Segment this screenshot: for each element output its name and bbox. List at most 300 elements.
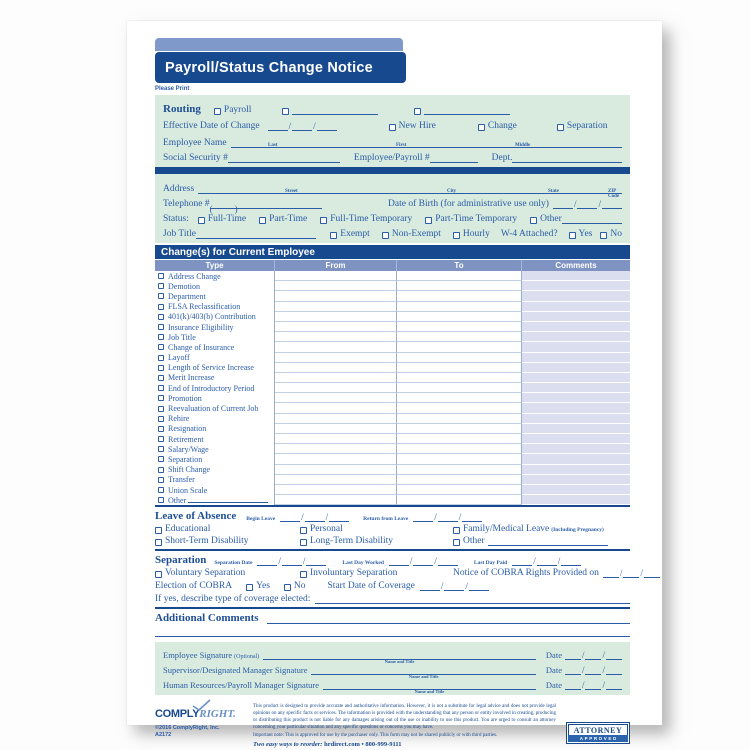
- comments-cell[interactable]: [522, 383, 630, 393]
- short-term-checkbox[interactable]: [155, 539, 162, 546]
- to-cell[interactable]: [397, 353, 522, 363]
- table-row: [155, 465, 630, 475]
- comments-cell[interactable]: [522, 444, 630, 454]
- employee-signature-line[interactable]: [263, 651, 536, 665]
- date-separator: /: [434, 512, 437, 523]
- date-separator: /: [301, 512, 304, 523]
- status-other-checkbox[interactable]: [530, 217, 537, 224]
- date-blank[interactable]: [317, 122, 337, 131]
- date-blank[interactable]: [606, 666, 622, 675]
- reorder-prefix: Two easy ways to reorder:: [253, 741, 323, 749]
- routing-other2-blank[interactable]: [424, 105, 510, 115]
- date-blank[interactable]: [438, 557, 458, 566]
- date-separator: /: [598, 199, 601, 209]
- changes-section-title: Change(s) for Current Employee: [161, 246, 315, 258]
- table-row: [155, 414, 630, 424]
- from-cell[interactable]: [275, 373, 397, 383]
- supervisor-signature-date-field: [565, 665, 622, 675]
- coverage-start-label: Start Date of Coverage: [327, 581, 415, 592]
- to-cell[interactable]: [397, 393, 522, 403]
- from-cell[interactable]: [275, 465, 397, 475]
- comments-cell[interactable]: [522, 353, 630, 363]
- date-separator: /: [581, 650, 585, 661]
- row-label: Insurance Eligibility: [168, 322, 234, 332]
- row-label: Length of Service Increase: [168, 363, 254, 373]
- long-term-checkbox[interactable]: [300, 539, 307, 546]
- change-label: Change: [487, 121, 517, 131]
- from-cell[interactable]: [275, 332, 397, 342]
- date-blank[interactable]: [623, 569, 639, 578]
- name-sublabel-first: First: [396, 143, 407, 148]
- row-label: Retirement: [168, 434, 204, 444]
- to-cell[interactable]: [397, 363, 522, 373]
- to-cell[interactable]: [397, 312, 522, 322]
- form-page: [127, 21, 662, 749]
- last-day-worked-field: [389, 556, 458, 566]
- date-separator: /: [465, 581, 468, 592]
- date-separator: /: [458, 512, 462, 523]
- date-separator: /: [557, 556, 561, 567]
- name-title-sublabel: Name and Title: [414, 689, 445, 695]
- separation-section: [155, 551, 643, 607]
- personal-label: Personal: [310, 524, 343, 535]
- to-cell[interactable]: [397, 302, 522, 312]
- separation-date-field: [257, 556, 326, 566]
- phone-open-paren: (: [209, 204, 213, 214]
- exempt-label: Exempt: [340, 229, 370, 239]
- badge-approved-text: APPROVED: [568, 735, 628, 742]
- cobra-no-label: No: [293, 581, 306, 592]
- row-checkbox[interactable]: [158, 324, 164, 330]
- voluntary-checkbox[interactable]: [155, 571, 162, 578]
- dept-label: Dept.: [491, 153, 513, 163]
- logo-swoosh-icon: [191, 699, 211, 711]
- from-cell[interactable]: [275, 342, 397, 352]
- date-blank[interactable]: [329, 513, 349, 522]
- row-label: Salary/Wage: [168, 444, 209, 454]
- dept-blank[interactable]: [512, 153, 622, 163]
- name-sublabel-middle: Middle: [515, 143, 531, 148]
- row-label: Change of Insurance: [168, 342, 235, 352]
- from-cell[interactable]: [275, 424, 397, 434]
- comments-cell[interactable]: [522, 291, 630, 301]
- personal-checkbox[interactable]: [300, 527, 307, 534]
- table-row: [155, 373, 630, 383]
- row-checkbox[interactable]: [158, 293, 164, 299]
- to-cell[interactable]: [397, 444, 522, 454]
- date-blank[interactable]: [585, 666, 601, 675]
- date-separator: /: [302, 556, 306, 567]
- hr-signature-label: Human Resources/Payroll Manager Signature: [163, 680, 320, 691]
- date-blank[interactable]: [282, 557, 302, 566]
- date-blank[interactable]: [280, 513, 300, 522]
- from-cell[interactable]: [275, 485, 397, 495]
- row-checkbox[interactable]: [158, 375, 164, 381]
- date-separator: /: [602, 680, 605, 691]
- from-cell[interactable]: [275, 454, 397, 464]
- routing-other2-checkbox[interactable]: [414, 108, 421, 115]
- part-time-temp-checkbox[interactable]: [425, 217, 432, 224]
- row-checkbox[interactable]: [158, 304, 164, 310]
- comments-cell[interactable]: [522, 281, 630, 291]
- date-blank[interactable]: [644, 569, 660, 578]
- date-separator: /: [581, 665, 585, 676]
- to-cell[interactable]: [397, 332, 522, 342]
- to-cell[interactable]: [397, 475, 522, 485]
- date-blank[interactable]: [413, 557, 433, 566]
- comments-cell[interactable]: [522, 342, 630, 352]
- hourly-label: Hourly: [462, 229, 490, 239]
- comments-cell[interactable]: [522, 424, 630, 434]
- from-cell[interactable]: [275, 393, 397, 403]
- to-cell[interactable]: [397, 495, 522, 505]
- table-row: [155, 353, 630, 363]
- exempt-checkbox[interactable]: [330, 232, 337, 239]
- w4-yes-checkbox[interactable]: [569, 232, 576, 239]
- cobra-notice-label: Notice of COBRA Rights Provided on: [453, 568, 599, 579]
- ssn-blank[interactable]: [228, 153, 340, 163]
- separation-date-label: Separation Date: [214, 560, 253, 567]
- comments-cell[interactable]: [522, 322, 630, 332]
- begin-leave-label: Begin Leave: [246, 516, 276, 523]
- cobra-election-label: Election of COBRA: [155, 581, 233, 592]
- from-cell[interactable]: [275, 322, 397, 332]
- involuntary-checkbox[interactable]: [300, 571, 307, 578]
- comments-cell[interactable]: [522, 485, 630, 495]
- from-cell[interactable]: [275, 281, 397, 291]
- supervisor-signature-label: Supervisor/Designated Manager Signature: [163, 665, 308, 676]
- leave-other-checkbox[interactable]: [453, 539, 460, 546]
- routing-other1-checkbox[interactable]: [282, 108, 289, 115]
- contact-section: [155, 174, 630, 243]
- comments-cell[interactable]: [522, 393, 630, 403]
- section-divider-bar: [155, 167, 630, 174]
- comments-section: [155, 609, 630, 640]
- to-cell[interactable]: [397, 485, 522, 495]
- from-cell[interactable]: [275, 403, 397, 413]
- date-separator: /: [434, 556, 437, 567]
- separation-label: Separation: [566, 121, 608, 131]
- separation-checkbox[interactable]: [557, 124, 564, 131]
- to-cell[interactable]: [397, 414, 522, 424]
- row-checkbox[interactable]: [158, 497, 164, 503]
- routing-section: [155, 95, 630, 167]
- family-medical-note: (Including Pregnancy): [551, 527, 604, 534]
- routing-payroll-label: Payroll: [223, 105, 252, 115]
- to-cell[interactable]: [397, 271, 522, 281]
- comments-cell[interactable]: [522, 373, 630, 383]
- date-blank[interactable]: [268, 122, 288, 131]
- comments-cell[interactable]: [522, 454, 630, 464]
- from-cell[interactable]: [275, 353, 397, 363]
- row-label: Demotion: [168, 281, 200, 291]
- row-checkbox[interactable]: [158, 446, 164, 452]
- table-row: [155, 342, 630, 352]
- to-cell[interactable]: [397, 424, 522, 434]
- change-checkbox[interactable]: [478, 124, 485, 131]
- part-time-checkbox[interactable]: [259, 217, 266, 224]
- table-row: [155, 393, 630, 403]
- date-separator: /: [640, 568, 643, 579]
- comments-cell[interactable]: [522, 403, 630, 413]
- comments-blank-2[interactable]: [155, 627, 630, 637]
- row-checkbox[interactable]: [158, 487, 164, 493]
- row-checkbox[interactable]: [158, 416, 164, 422]
- date-blank[interactable]: [413, 513, 433, 522]
- date-label: Date: [545, 680, 562, 691]
- reorder-contact[interactable]: hrdirect.com • 800-999-9111: [324, 741, 402, 749]
- column-header-from: From: [275, 260, 397, 271]
- row-label: FLSA Reclassification: [168, 302, 241, 312]
- voluntary-label: Voluntary Separation: [165, 568, 246, 579]
- routing-payroll-checkbox[interactable]: [214, 108, 221, 115]
- comments-blank-1[interactable]: [267, 614, 630, 624]
- date-blank[interactable]: [389, 557, 409, 566]
- effective-date-label: Effective Date of Change: [163, 121, 260, 131]
- row-label: Merit Increase: [168, 373, 215, 383]
- telephone-blank[interactable]: [209, 199, 322, 214]
- full-time-label: Full-Time: [207, 214, 247, 224]
- educational-checkbox[interactable]: [155, 527, 162, 534]
- row-checkbox[interactable]: [158, 365, 164, 371]
- hr-signature-line[interactable]: [323, 681, 536, 695]
- row-checkbox[interactable]: [158, 355, 164, 361]
- row-checkbox[interactable]: [158, 283, 164, 289]
- cobra-yes-checkbox[interactable]: [246, 584, 253, 591]
- comments-cell[interactable]: [522, 465, 630, 475]
- row-label: Address Change: [168, 271, 221, 281]
- routing-label: Routing: [163, 103, 201, 115]
- table-row: [155, 383, 630, 393]
- changes-section-header: [155, 245, 630, 259]
- status-other-blank[interactable]: [562, 214, 622, 224]
- date-blank[interactable]: [603, 569, 619, 578]
- row-checkbox[interactable]: [158, 273, 164, 279]
- to-cell[interactable]: [397, 281, 522, 291]
- row-checkbox[interactable]: [158, 385, 164, 391]
- copyright-text: ©2016 ComplyRight, Inc.: [155, 725, 220, 732]
- date-blank[interactable]: [512, 557, 532, 566]
- name-sublabel-last: Last: [268, 143, 278, 148]
- attorney-approved-badge: [566, 722, 630, 744]
- row-label: Resignation: [168, 424, 207, 434]
- leave-title: Leave of Absence: [155, 510, 237, 523]
- effective-date-field: [268, 121, 337, 131]
- table-row: [155, 363, 630, 373]
- to-cell[interactable]: [397, 454, 522, 464]
- row-checkbox[interactable]: [158, 467, 164, 473]
- table-row: [155, 312, 630, 322]
- signature-section: [155, 642, 630, 695]
- table-row: [155, 291, 630, 301]
- date-blank[interactable]: [462, 513, 482, 522]
- begin-leave-date-field: [280, 512, 349, 522]
- row-checkbox[interactable]: [158, 334, 164, 340]
- full-time-temp-checkbox[interactable]: [320, 217, 327, 224]
- date-blank[interactable]: [606, 681, 622, 690]
- comments-cell[interactable]: [522, 495, 630, 505]
- to-cell[interactable]: [397, 373, 522, 383]
- to-cell[interactable]: [397, 434, 522, 444]
- table-row: [155, 454, 630, 464]
- logo-right-text: RIGHT.: [199, 708, 236, 721]
- row-label: Separation: [168, 454, 203, 464]
- row-checkbox[interactable]: [158, 436, 164, 442]
- date-blank[interactable]: [306, 557, 326, 566]
- cobra-yes-label: Yes: [256, 581, 270, 592]
- complyright-logo: [155, 704, 247, 722]
- full-time-checkbox[interactable]: [198, 217, 205, 224]
- date-separator: /: [533, 556, 536, 567]
- coverage-start-date-field: [420, 581, 489, 591]
- date-blank[interactable]: [565, 666, 581, 675]
- other-row-blank[interactable]: [188, 496, 268, 503]
- date-blank[interactable]: [469, 582, 489, 591]
- from-cell[interactable]: [275, 291, 397, 301]
- emp-payroll-blank[interactable]: [430, 153, 478, 163]
- row-label: Shift Change: [168, 465, 210, 475]
- return-leave-label: Return from Leave: [363, 516, 409, 523]
- row-checkbox[interactable]: [158, 456, 164, 462]
- date-blank[interactable]: [565, 651, 581, 660]
- table-row: [155, 424, 630, 434]
- separation-title: Separation: [155, 554, 207, 567]
- logo-comply-text: COMPLY: [155, 708, 200, 721]
- from-cell[interactable]: [275, 271, 397, 281]
- hourly-checkbox[interactable]: [453, 232, 460, 239]
- row-label: Union Scale: [168, 485, 208, 495]
- from-cell[interactable]: [275, 495, 397, 505]
- leave-section: [155, 507, 630, 549]
- comments-cell[interactable]: [522, 414, 630, 424]
- part-time-label: Part-Time: [269, 214, 308, 224]
- date-blank[interactable]: [577, 200, 597, 209]
- row-checkbox[interactable]: [158, 426, 164, 432]
- date-blank[interactable]: [561, 557, 581, 566]
- from-cell[interactable]: [275, 363, 397, 373]
- comments-title: Additional Comments: [155, 612, 259, 625]
- date-blank[interactable]: [537, 557, 557, 566]
- from-cell[interactable]: [275, 414, 397, 424]
- to-cell[interactable]: [397, 383, 522, 393]
- job-title-blank[interactable]: [196, 229, 316, 239]
- row-checkbox[interactable]: [158, 344, 164, 350]
- date-blank[interactable]: [420, 582, 440, 591]
- comments-cell[interactable]: [522, 475, 630, 485]
- routing-other1-blank[interactable]: [292, 105, 378, 115]
- from-cell[interactable]: [275, 383, 397, 393]
- date-separator: /: [313, 121, 316, 131]
- new-hire-checkbox[interactable]: [389, 124, 396, 131]
- date-blank[interactable]: [438, 513, 458, 522]
- date-blank[interactable]: [585, 651, 601, 660]
- date-separator: /: [581, 680, 585, 691]
- row-label: Promotion: [168, 393, 202, 403]
- emp-payroll-label: Employee/Payroll #: [353, 153, 430, 163]
- to-cell[interactable]: [397, 322, 522, 332]
- row-checkbox[interactable]: [158, 395, 164, 401]
- row-label: End of Introductory Period: [168, 383, 255, 393]
- date-blank[interactable]: [444, 582, 464, 591]
- table-row: [155, 475, 630, 485]
- date-separator: /: [619, 568, 623, 579]
- table-row: [155, 322, 630, 332]
- to-cell[interactable]: [397, 291, 522, 301]
- to-cell[interactable]: [397, 465, 522, 475]
- comments-cell[interactable]: [522, 271, 630, 281]
- last-day-paid-field: [512, 556, 581, 566]
- important-note-text: Important note: This is approved for use by the purchaser only. This form may not be shared publicly or with third parties.: [253, 733, 498, 739]
- name-title-sublabel: Name and Title: [408, 674, 439, 680]
- date-blank[interactable]: [553, 200, 573, 209]
- date-blank[interactable]: [585, 681, 601, 690]
- from-cell[interactable]: [275, 444, 397, 454]
- from-cell[interactable]: [275, 434, 397, 444]
- short-term-label: Short-Term Disability: [165, 536, 249, 547]
- row-checkbox[interactable]: [158, 477, 164, 483]
- family-medical-checkbox[interactable]: [453, 527, 460, 534]
- from-cell[interactable]: [275, 302, 397, 312]
- comments-cell[interactable]: [522, 363, 630, 373]
- from-cell[interactable]: [275, 475, 397, 485]
- supervisor-signature-line[interactable]: [311, 666, 535, 680]
- date-blank[interactable]: [565, 681, 581, 690]
- form-title-bar: [155, 52, 406, 83]
- row-label: Reevaluation of Current Job: [168, 404, 259, 414]
- row-checkbox[interactable]: [158, 314, 164, 320]
- leave-other-label: Other: [463, 536, 485, 547]
- date-blank[interactable]: [606, 651, 622, 660]
- dob-label: Date of Birth (for administrative use only): [388, 199, 549, 209]
- header-accent-bar: [155, 38, 403, 51]
- non-exempt-checkbox[interactable]: [382, 232, 389, 239]
- cobra-no-checkbox[interactable]: [284, 584, 291, 591]
- employee-signature-optional: (Optional): [234, 654, 260, 661]
- return-leave-date-field: [413, 512, 482, 522]
- comments-cell[interactable]: [522, 302, 630, 312]
- column-header-comments: Comments: [555, 261, 597, 270]
- employee-name-blank[interactable]: [231, 138, 622, 148]
- w4-no-checkbox[interactable]: [600, 232, 607, 239]
- to-cell[interactable]: [397, 403, 522, 413]
- date-blank[interactable]: [305, 513, 325, 522]
- date-separator: /: [573, 199, 577, 209]
- telephone-label: Telephone #: [163, 199, 210, 209]
- row-label: Layoff: [168, 353, 190, 363]
- comments-cell[interactable]: [522, 434, 630, 444]
- last-day-paid-label: Last Day Paid: [473, 560, 508, 567]
- comments-cell[interactable]: [522, 332, 630, 342]
- row-label: Rehire: [168, 414, 190, 424]
- please-print-note: Please Print: [155, 86, 190, 92]
- to-cell[interactable]: [397, 342, 522, 352]
- non-exempt-label: Non-Exempt: [391, 229, 441, 239]
- date-blank[interactable]: [257, 557, 277, 566]
- coverage-describe-blank[interactable]: [315, 594, 630, 604]
- row-checkbox[interactable]: [158, 406, 164, 412]
- leave-other-blank[interactable]: [488, 536, 608, 546]
- employee-signature-label: Employee Signature: [163, 650, 233, 661]
- from-cell[interactable]: [275, 312, 397, 322]
- row-label: Transfer: [168, 475, 195, 485]
- form-number: A2172: [155, 732, 172, 739]
- comments-cell[interactable]: [522, 312, 630, 322]
- page-title: Payroll/Status Change Notice: [165, 59, 373, 76]
- date-blank[interactable]: [602, 200, 622, 209]
- date-blank[interactable]: [292, 122, 312, 131]
- date-separator: /: [288, 121, 292, 131]
- badge-attorney-text: ATTORNEY: [568, 724, 628, 735]
